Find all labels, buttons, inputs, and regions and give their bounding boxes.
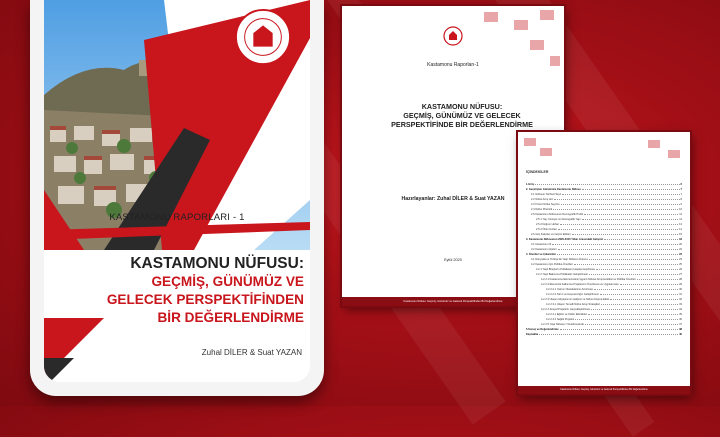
- toc-leader-dots: [620, 284, 678, 285]
- toc-leader-dots: [604, 239, 678, 240]
- toc-entry-page: 35: [679, 313, 682, 316]
- toc-entry-page: 13: [679, 223, 682, 226]
- toc-entry-page: 15: [679, 233, 682, 236]
- report-title-line-1: KASTAMONU NÜFUSU:: [421, 102, 503, 111]
- toc-entry-title: 2.5.3 Ölüm Hızları: [536, 228, 557, 231]
- cover-red-stripe: [44, 222, 310, 256]
- university-seal-logo: [443, 26, 463, 46]
- toc-leader-dots: [558, 249, 678, 250]
- toc-leader-dots: [610, 299, 678, 300]
- report-series-label: KASTAMONU RAPORLARI - 1: [109, 212, 245, 223]
- toc-entry-page: 30: [679, 288, 682, 291]
- toc-leader-dots: [582, 189, 680, 190]
- toc-entry-title: 5.Sonuç ve Değerlendirme: [526, 328, 559, 331]
- toc-entry-page: 37: [679, 323, 682, 326]
- toc-entry-page: 38: [679, 328, 682, 331]
- toc-entry-page: 6: [680, 183, 682, 186]
- toc-leader-dots: [582, 219, 679, 220]
- toc-entry-title: 4.2.1 Yaşlı Bireylerin Politikasını Hayata Geçirilmesi: [536, 268, 596, 271]
- toc-entry-page: 23: [679, 253, 682, 256]
- page-corner-decoration: [518, 132, 690, 166]
- toc-entry-title: 2.3 İl Kent Nüfus Seyrine: [531, 203, 560, 206]
- toc-entry-page: 33: [679, 303, 682, 306]
- toc-leader-dots: [637, 279, 678, 280]
- report-authors: Hazırlayanlar: Zuhal DİLER & Suat YAZAN: [401, 196, 505, 202]
- toc-entry-title: 4.2 Kastamonu İçin Politika Önerileri: [531, 263, 573, 266]
- toc-entry-page: 22: [679, 248, 682, 251]
- toc-footer: Kastamonu Nüfusu: Geçmiş, Günümüz ve Gelecek Perspektifinden Bir Değerlendirme: [518, 386, 690, 394]
- book-cover-mockup: [30, 0, 324, 396]
- toc-leader-dots: [596, 269, 678, 270]
- toc-entry-page: 7: [680, 193, 682, 196]
- toc-entry-title: 4.1 Dünyada ve Türkiye'de Yaşlı Nüfusun Durumu: [531, 258, 589, 261]
- toc-leader-dots: [560, 329, 679, 330]
- toc-leader-dots: [594, 289, 678, 290]
- toc-leader-dots: [572, 234, 678, 235]
- toc-entry-page: 11: [679, 218, 682, 221]
- toc-entry-title: 4.2.2.3 Ulaşım Altyapısının Gelişimi ve Nüfus Artışına Etkisi: [541, 298, 610, 301]
- toc-entry-title: 4.2.2.2.2 Tarım ve Hayvancılığın Geliştirilmesi: [546, 293, 599, 296]
- toc-entry-title: 2.2 Nüfus Artış Hızı: [531, 198, 554, 201]
- toc-leader-dots: [591, 309, 678, 310]
- toc-entry-page: 27: [679, 273, 682, 276]
- toc-entry-title: 4.2.2.2 Ekonomik Kalkınma Projelerinin Önerilmesi ve Uygulanması: [541, 283, 619, 286]
- toc-leader-dots: [585, 324, 678, 325]
- toc-entry-page: 8: [680, 198, 682, 201]
- toc-leader-dots: [584, 214, 678, 215]
- toc-leader-dots: [535, 184, 679, 185]
- toc-entry-page: 23: [679, 258, 682, 261]
- toc-entry-page: 10: [679, 208, 682, 211]
- toc-entry-title: 4.2.2.1 Kastamonu Ekonomisinin İşgücü Nüfusu Artışına Etkisi ve Politika Önerileri: [541, 278, 636, 281]
- cover-title-line-3: GELECEK PERSPEKTİFİNDEN: [106, 292, 304, 307]
- toc-entry-page: 11: [679, 213, 682, 216]
- toc-leader-dots: [588, 314, 678, 315]
- toc-entry-title: 2.6 Göç Kalıpları ve Göçün Etkileri: [531, 233, 571, 236]
- toc-entry-page: 20: [679, 243, 682, 246]
- toc-leader-dots: [601, 304, 678, 305]
- cover-bottom-shape: [44, 318, 144, 382]
- toc-list: [526, 182, 682, 337]
- university-seal-logo: [234, 8, 292, 66]
- toc-entry-page: 32: [679, 298, 682, 301]
- toc-entry-title: Kaynaklar: [526, 333, 539, 336]
- toc-entry-title: 3.2 Kastamonu İlçeleri: [531, 248, 557, 251]
- toc-leader-dots: [553, 209, 678, 210]
- toc-leader-dots: [561, 204, 680, 205]
- toc-entry-title: 4.2.2.4.2 Sağlık Projeleri: [546, 318, 575, 321]
- toc-leader-dots: [589, 259, 678, 260]
- report-footer: Kastamonu Nüfusu: Geçmiş, Günümüz ve Gelecek Perspektifinden Bir Değerlendirme: [342, 297, 564, 306]
- toc-entry-title: 2.5 Kastamonu Nüfusunun Demografik Profili: [531, 213, 583, 216]
- toc-entry-page: 25: [679, 263, 682, 266]
- book-cover: [44, 0, 310, 382]
- toc-entry-page: 9: [680, 203, 682, 206]
- toc-entry-title: 4.2.2 Yaşlı Bakımına Politikaları Geliştirilmesi: [536, 273, 588, 276]
- toc-entry-page: 34: [679, 308, 682, 311]
- toc-leader-dots: [575, 319, 678, 320]
- toc-leader-dots: [560, 224, 678, 225]
- toc-entry-page: 18: [679, 238, 682, 241]
- toc-entry-title: 4.2.2.4.1 Eğitim ve Kültür Etkinlikleri: [546, 313, 588, 316]
- report-series-label: Kastamonu Raporları-1: [427, 62, 479, 68]
- toc-leader-dots: [552, 244, 678, 245]
- toc-entry-title: 3.1 Kastamonu İli: [531, 243, 552, 246]
- toc-leader-dots: [554, 199, 679, 200]
- report-title-line-2: GEÇMİŞ, GÜNÜMÜZ VE GELECEK: [403, 111, 521, 120]
- toc-leader-dots: [589, 274, 678, 275]
- toc-entry-title: 4. Öneriler ve Çıkarımlar: [526, 253, 556, 256]
- toc-entry-title: 4.2.2.5 Yaşlı Nüfusun Yönetilmesinde: [541, 323, 584, 326]
- toc-leader-dots: [574, 264, 678, 265]
- toc-entry-title: 2.5.2 Doğum Hızları: [536, 223, 560, 226]
- toc-entry-page: 29: [679, 283, 682, 286]
- toc-entry-title: 2. Geçmişten Günümüze Kastamonu Nüfusu: [526, 188, 581, 191]
- toc-entry-page: 40: [679, 333, 682, 336]
- cover-title-line-2: GEÇMİŞ, GÜNÜMÜZ VE: [151, 274, 304, 289]
- toc-entry-page: 14: [679, 228, 682, 231]
- toc-leader-dots: [539, 334, 678, 335]
- report-date: Eylül 2020: [444, 258, 462, 262]
- toc-entry-title: 4.2.2.3.1 Ulaşım Temelli Nüfus Artışı Stratejileri: [546, 303, 601, 306]
- toc-entry-title: 2.4 Nüfus Piramidi: [531, 208, 553, 211]
- toc-entry-title: 2.1 Nüfusun Tarihsel Seyri: [531, 193, 562, 196]
- cover-title-line-1: KASTAMONU NÜFUSU:: [130, 255, 304, 272]
- toc-leader-dots: [558, 229, 678, 230]
- toc-entry-page: 26: [679, 268, 682, 271]
- page-corner-decoration: [474, 6, 564, 86]
- report-title: [368, 102, 556, 129]
- toc-entry-page: 28: [679, 278, 682, 281]
- table-of-contents-page: [518, 132, 690, 394]
- toc-entry-title: 1.Giriş: [526, 183, 535, 186]
- toc-entry-page: 36: [679, 318, 682, 321]
- toc-entry: [526, 332, 682, 337]
- toc-entry-title: 2.5.1 Yaş, Cinsiyet ve Demografik Yapı: [536, 218, 581, 221]
- toc-entry-page: 7: [680, 188, 682, 191]
- toc-entry-title: 3. Kastamonu Nüfusunun 2020-2100 Yılları Arasındaki Gelişimi: [526, 238, 603, 241]
- report-title-line-3: PERSPEKTİFİNDE BİR DEĞERLENDİRME: [391, 120, 533, 129]
- cover-title-line-4: BİR DEĞERLENDİRME: [157, 310, 304, 325]
- toc-heading: İÇİNDEKİLER: [526, 170, 549, 174]
- toc-entry-title: 4.2.2.2.1 Yatırım Olanaklarının Artırılması: [546, 288, 594, 291]
- toc-leader-dots: [562, 194, 679, 195]
- cover-title: [84, 254, 304, 327]
- toc-entry-page: 31: [679, 293, 682, 296]
- toc-entry-title: 4.2.2.4 Sosyal Projelerin Gerçekleştirilmesi: [541, 308, 591, 311]
- cover-authors: Zuhal DİLER & Suat YAZAN: [201, 348, 302, 357]
- toc-leader-dots: [600, 294, 679, 295]
- toc-leader-dots: [557, 254, 678, 255]
